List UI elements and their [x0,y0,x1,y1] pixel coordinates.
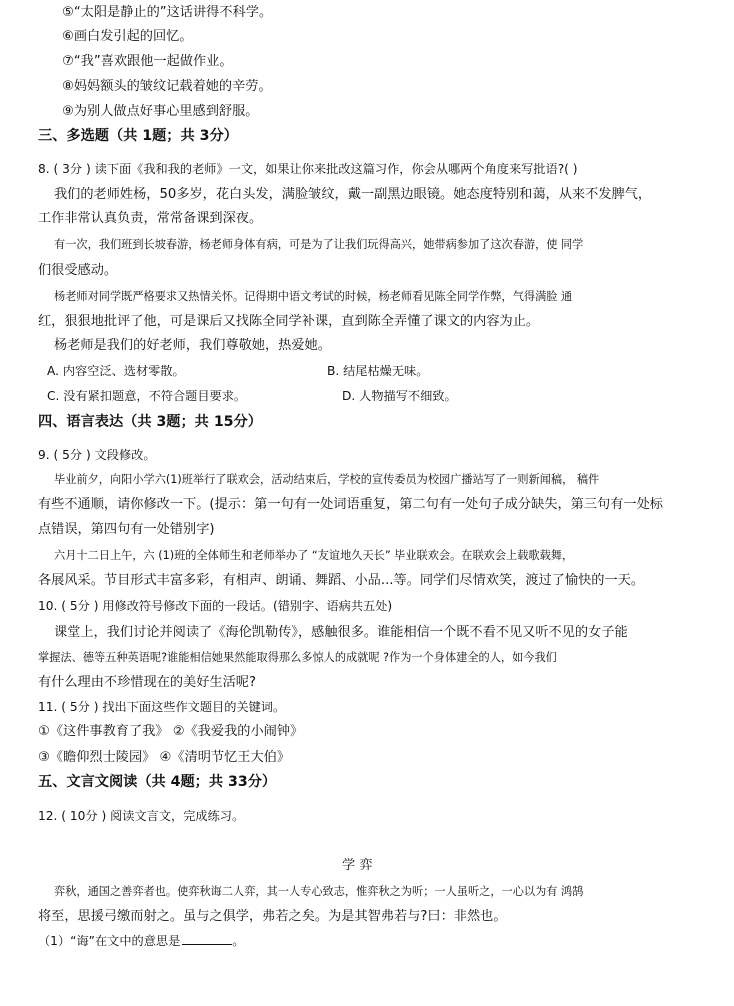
sub-question-1 [38,935,244,947]
question-9-intro: 点错误，第四句有一处错别字) [38,522,215,537]
question-10-passage: 课堂上，我们讨论并阅读了《海伦凯勒传》，感触很多。谁能相信一个既不看不见又听不见的女子能 [54,625,628,640]
section-heading-language-expression: 四、语言表达（共 3题；共 15分） [38,414,262,430]
question-11-prompt: 11. ( 5分 ) 找出下面这些作文题目的关键词。 [38,700,286,714]
question-8-prompt: 8. ( 3分 ) 读下面《我和我的老师》一文，如果让你来批改这篇习作，你会从哪两个角度来写批语?( ) [38,162,578,176]
essay-line: 我们的老师姓杨，50多岁，花白头发，满脸皱纹，戴一副黑边眼镜。她态度特别和蔼，从来不发脾气， [54,187,652,202]
question-9-passage: 各展风采。节目形式丰富多彩，有相声、朗诵、舞蹈、小品...等。同学们尽情欢笑，渡过了愉快的一天。 [38,573,645,588]
question-10-passage: 有什么理由不珍惜现在的美好生活呢? [38,675,256,690]
answer-blank[interactable] [182,943,232,945]
classical-passage: 弈秋，通国之善弈者也。使弈秋诲二人弈，其一人专心致志，惟弈秋之为听；一人虽听之，一心以为有 鸿鹄 [54,885,584,898]
question-9-intro: 有些不通顺，请你修改一下。(提示：第一句有一处词语重复，第二句有一处句子成分缺失，第三句有一处标 [38,497,663,512]
essay-line: 杨老师是我们的好老师，我们尊敬她，热爱她。 [54,338,331,353]
question-10-passage: 掌握法、德等五种英语呢?谁能相信她果然能取得那么多惊人的成就呢 ?作为一个身体建全的人，如今我们 [38,651,557,664]
option-a[interactable]: A. 内容空泛、选材零散。 [47,364,185,378]
passage-title: 学 弈 [342,858,373,873]
list-item-9: ⑨为别人做点好事心里感到舒服。 [62,104,259,119]
section-heading-classical-reading: 五、文言文阅读（共 4题；共 33分） [38,774,277,790]
list-item-7: ⑦“我”喜欢跟他一起做作业。 [62,54,233,69]
classical-passage: 将至，思援弓缴而射之。虽与之俱学，弗若之矣。为是其智弗若与?曰：非然也。 [38,909,507,924]
sub-question-1-text: （1）“诲”在文中的意思是 [38,934,181,948]
sub-question-1-end: 。 [232,934,245,948]
essay-line: 有一次，我们班到长坡春游，杨老师身体有病，可是为了让我们玩得高兴，她带病参加了这次春游，使 同学 [54,238,584,251]
essay-line: 们很受感动。 [38,263,118,278]
essay-line: 工作非常认真负责，常常备课到深夜。 [38,211,263,226]
list-item-5: ⑤“太阳是静止的”这话讲得不科学。 [62,5,273,20]
question-9-prompt: 9. ( 5分 ) 文段修改。 [38,448,156,462]
option-d[interactable]: D. 人物描写不细致。 [342,389,457,403]
essay-line: 杨老师对同学既严格要求又热情关怀。记得期中语文考试的时候，杨老师看见陈全同学作弊，气得满脸 通 [54,290,573,303]
option-b[interactable]: B. 结尾枯燥无味。 [327,364,429,378]
option-c[interactable]: C. 没有紧扣题意，不符合题目要求。 [47,389,247,403]
section-heading-multiple-choice: 三、多选题（共 1题；共 3分） [38,128,238,144]
list-item-6: ⑥画白发引起的回忆。 [62,29,193,44]
list-item-8: ⑧妈妈额头的皱纹记载着她的辛劳。 [62,79,272,94]
question-9-passage: 六月十二日上午，六 (1)班的全体师生和老师举办了 “友谊地久天长” 毕业联欢会。在联欢会上载歌载舞， [54,549,574,562]
essay-line: 红，狠狠地批评了他，可是课后又找陈全同学补课，直到陈全弄懂了课文的内容为止。 [38,314,540,329]
question-9-intro: 毕业前夕，向阳小学六(1)班举行了联欢会，活动结束后，学校的宣传委员为校园广播站写了一则新闻稿， 稿件 [54,473,600,486]
question-11-titles-row: ③《瞻仰烈士陵园》 ④《清明节忆王大伯》 [38,750,291,765]
question-12-prompt: 12. ( 10分 ) 阅读文言文，完成练习。 [38,809,245,823]
question-11-titles-row: ①《这件事教育了我》 ②《我爱我的小闹钟》 [38,724,304,739]
question-10-prompt: 10. ( 5分 ) 用修改符号修改下面的一段话。(错别字、语病共五处) [38,599,393,613]
